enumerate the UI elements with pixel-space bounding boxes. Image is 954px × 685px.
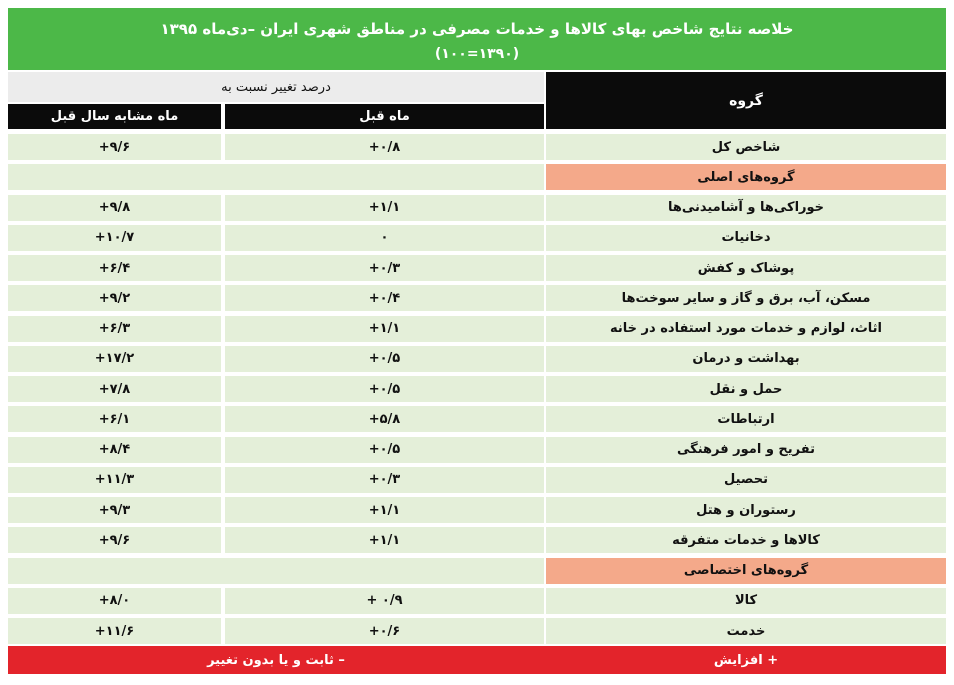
row-last-year-value: +۹/۲ [8,285,221,311]
category-row: گروه‌های اختصاصی [546,558,946,584]
row-last-year-value: +۹/۸ [8,195,221,221]
row-last-year-value: +۱۱/۶ [8,618,221,644]
row-label: پوشاک و کفش [546,255,946,281]
row-prev-month-value: +۱/۱ [225,527,544,553]
row-prev-month-value: +۱/۱ [225,195,544,221]
row-prev-month-value: +۱/۱ [225,316,544,342]
row-last-year-value: +۶/۱ [8,406,221,432]
row-label: کالاها و خدمات متفرقه [546,527,946,553]
row-prev-month-value: +۱/۱ [225,497,544,523]
legend-increase: + افزایش [713,652,779,668]
row-last-year-value: +۱۰/۷ [8,225,221,251]
row-prev-month-value: +۵/۸ [225,406,544,432]
row-label: مسکن، آب، برق و گاز و سایر سوخت‌ها [546,285,946,311]
row-label: ارتباطات [546,406,946,432]
row-prev-month-value: +۰/۸ [225,134,544,160]
row-last-year-value: +۹/۳ [8,497,221,523]
row-label: خدمت [546,618,946,644]
row-last-year-value: +۶/۳ [8,316,221,342]
row-label: اثاث، لوازم و خدمات مورد استفاده در خانه [546,316,946,342]
row-last-year-value: +۱۷/۲ [8,346,221,372]
row-label: بهداشت و درمان [546,346,946,372]
row-label: رستوران و هتل [546,497,946,523]
row-label: تفریح و امور فرهنگی [546,437,946,463]
row-prev-month-value: +۰/۳ [225,255,544,281]
header-same-month-last-year: ماه مشابه سال قبل [8,104,221,129]
legend-bar [8,646,946,674]
row-prev-month-value: +۰/۵ [225,376,544,402]
row-last-year-value: +۷/۸ [8,376,221,402]
row-prev-month-value: +۰/۳ [225,467,544,493]
table-title-bar [8,8,946,70]
row-prev-month-value: +۰/۵ [225,346,544,372]
row-last-year-value: +۹/۶ [8,527,221,553]
row-label: خوراکی‌ها و آشامیدنی‌ها [546,195,946,221]
row-last-year-value: +۶/۴ [8,255,221,281]
table-title: خلاصه نتایج شاخص بهای کالاها و خدمات مصرفی در مناطق شهری ایران –دی‌ماه ۱۳۹۵ [160,20,794,38]
header-group: گروه [546,72,946,129]
row-last-year-value: +۱۱/۳ [8,467,221,493]
legend-stable: – ثابت و یا بدون تغییر [207,652,345,668]
category-row: گروه‌های اصلی [546,164,946,190]
row-last-year-value: +۸/۰ [8,588,221,614]
row-last-year-value: +۸/۴ [8,437,221,463]
row-label: حمل و نقل [546,376,946,402]
row-prev-month-value: ۰ [225,225,544,251]
row-label: دخانیات [546,225,946,251]
header-percent-change: درصد تغییر نسبت به [8,72,544,102]
row-label: تحصیل [546,467,946,493]
header-prev-month: ماه قبل [225,104,544,129]
row-prev-month-value: +۰/۶ [225,618,544,644]
row-prev-month-value: +۰/۴ [225,285,544,311]
row-prev-month-value: +۰/۵ [225,437,544,463]
category-row-values-empty [8,558,544,584]
row-last-year-value: +۹/۶ [8,134,221,160]
row-prev-month-value: + ۰/۹ [225,588,544,614]
category-row-values-empty [8,164,544,190]
table-base-year: (۱۳۹۰=۱۰۰) [434,46,520,62]
row-label: کالا [546,588,946,614]
row-label: شاخص کل [546,134,946,160]
